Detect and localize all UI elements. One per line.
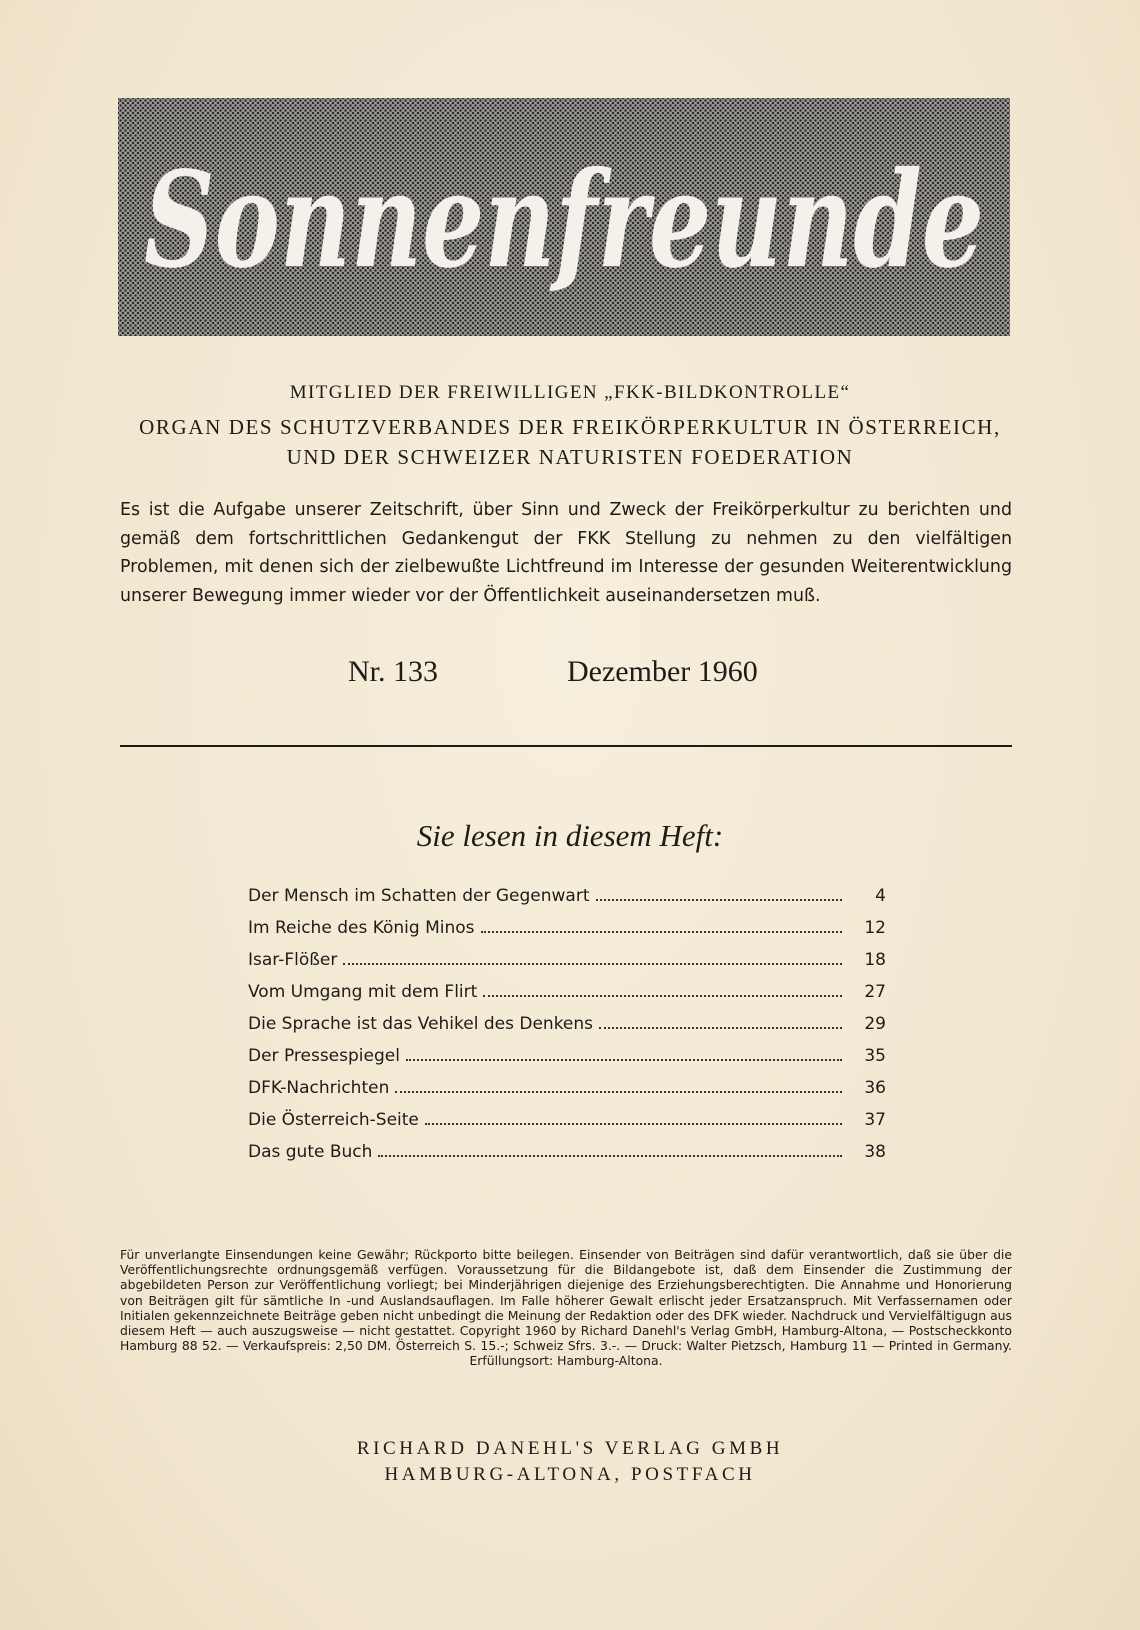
- table-of-contents: [248, 886, 886, 1174]
- toc-entry-page: 4: [875, 886, 886, 906]
- toc-entry-page: 37: [864, 1110, 886, 1130]
- legal-disclaimer: Für unverlangte Einsendungen keine Gewähr; Rückporto bitte beilegen. Einsender von Beiträgen sind dafür verantwortlich, daß sie über die Veröffentlichungsrechte ordnungsgemäß verfügen. Voraussetzung für die Bildangebote ist, daß dem Einsender die Zustimmung der abgebildeten Person zur Veröffentlichung vorliegt; bei Minderjährigen diejenige des Erziehungsberechtigten. Die Annahme und Honorierung von Beiträgen gilt für sämtliche In -und Auslandsauflagen. Im Falle höherer Gewalt erlischt jeder Ersatzanspruch. Mit Verfassernamen oder Initialen gekennzeichnete Beiträge geben nicht unbedingt die Meinung der Redaktion oder des DFK wieder. Nachdruck und Vervielfältigugn aus diesem Heft — auch auszugsweise — nicht gestattet. Copyright 1960 by Richard Danehl's Verlag GmbH, Hamburg-Altona, — Postscheckkonto Hamburg 88 52. — Verkaufspreis: 2,50 DM. Österreich S. 15.-; Schweiz Sfrs. 3.-. — Druck: Walter Pietzsch, Hamburg 11 — Printed in Germany. Erfüllungsort: Hamburg-Altona.: [120, 1247, 1012, 1369]
- toc-entry: [248, 886, 886, 918]
- logo-title: Sonnenfreunde: [144, 143, 984, 298]
- toc-entry-title: Die Sprache ist das Vehikel des Denkens: [248, 1014, 594, 1034]
- toc-entry-title: Im Reiche des König Minos: [248, 918, 475, 938]
- divider-line: [120, 745, 1012, 747]
- toc-leader-dots: [378, 1154, 842, 1157]
- publisher-name: RICHARD DANEHL'S VERLAG GMBH: [356, 1438, 784, 1459]
- toc-entry-title: Die Österreich-Seite: [248, 1110, 419, 1130]
- toc-leader-dots: [596, 898, 843, 901]
- toc-entry: [248, 982, 886, 1014]
- logo-graphic: [118, 98, 1010, 336]
- toc-entry-title: Isar-Flößer: [248, 950, 338, 970]
- toc-entry-page: 35: [864, 1046, 886, 1066]
- toc-entry: [248, 1110, 886, 1142]
- issue-date: Dezember 1960: [567, 655, 758, 688]
- toc-entry-title: Der Mensch im Schatten der Gegenwart: [248, 886, 590, 906]
- toc-entry-page: 27: [864, 982, 886, 1002]
- toc-leader-dots: [406, 1058, 842, 1061]
- toc-leader-dots: [425, 1122, 842, 1125]
- toc-entry-page: 12: [864, 918, 886, 938]
- toc-leader-dots: [481, 930, 842, 933]
- toc-entry-title: Das gute Buch: [248, 1142, 373, 1162]
- toc-entry: [248, 950, 886, 982]
- toc-entry-page: 29: [864, 1014, 886, 1034]
- toc-entry-title: Vom Umgang mit dem Flirt: [248, 982, 478, 1002]
- toc-leader-dots: [343, 962, 842, 965]
- toc-entry: [248, 918, 886, 950]
- publisher-address: HAMBURG-ALTONA, POSTFACH: [384, 1464, 756, 1485]
- toc-entry: [248, 1142, 886, 1174]
- toc-leader-dots: [395, 1090, 842, 1093]
- masthead-logo: [118, 98, 1010, 336]
- organ-line-2: UND DER SCHWEIZER NATURISTEN FOEDERATION: [286, 445, 854, 469]
- member-line: MITGLIED DER FREIWILLIGEN „FKK-BILDKONTROLLE“: [289, 382, 851, 403]
- toc-entry: [248, 1014, 886, 1046]
- intro-paragraph: Es ist die Aufgabe unserer Zeitschrift, über Sinn und Zweck der Freikörperkultur zu berichten und gemäß dem fortschrittlichen Gedankengut der FKK Stellung zu nehmen zu den vielfältigen Problemen, mit denen sich der zielbewußte Lichtfreund im Interesse der gesunden Weiterentwicklung unserer Bewegung immer wieder vor der Öffentlichkeit auseinandersetzen muß.: [120, 500, 1012, 606]
- toc-entry-page: 38: [864, 1142, 886, 1162]
- organ-line-1: ORGAN DES SCHUTZVERBANDES DER FREIKÖRPERKULTUR IN ÖSTERREICH,: [139, 415, 1001, 439]
- toc-entry-page: 18: [864, 950, 886, 970]
- toc-entry-page: 36: [864, 1078, 886, 1098]
- toc-heading: Sie lesen in diesem Heft:: [416, 818, 724, 853]
- toc-entry-title: Der Pressespiegel: [248, 1046, 400, 1066]
- toc-entry-title: DFK-Nachrichten: [248, 1078, 390, 1098]
- toc-entry: [248, 1078, 886, 1110]
- issue-number: Nr. 133: [348, 655, 438, 688]
- toc-leader-dots: [483, 994, 842, 997]
- toc-leader-dots: [599, 1026, 842, 1029]
- toc-entry: [248, 1046, 886, 1078]
